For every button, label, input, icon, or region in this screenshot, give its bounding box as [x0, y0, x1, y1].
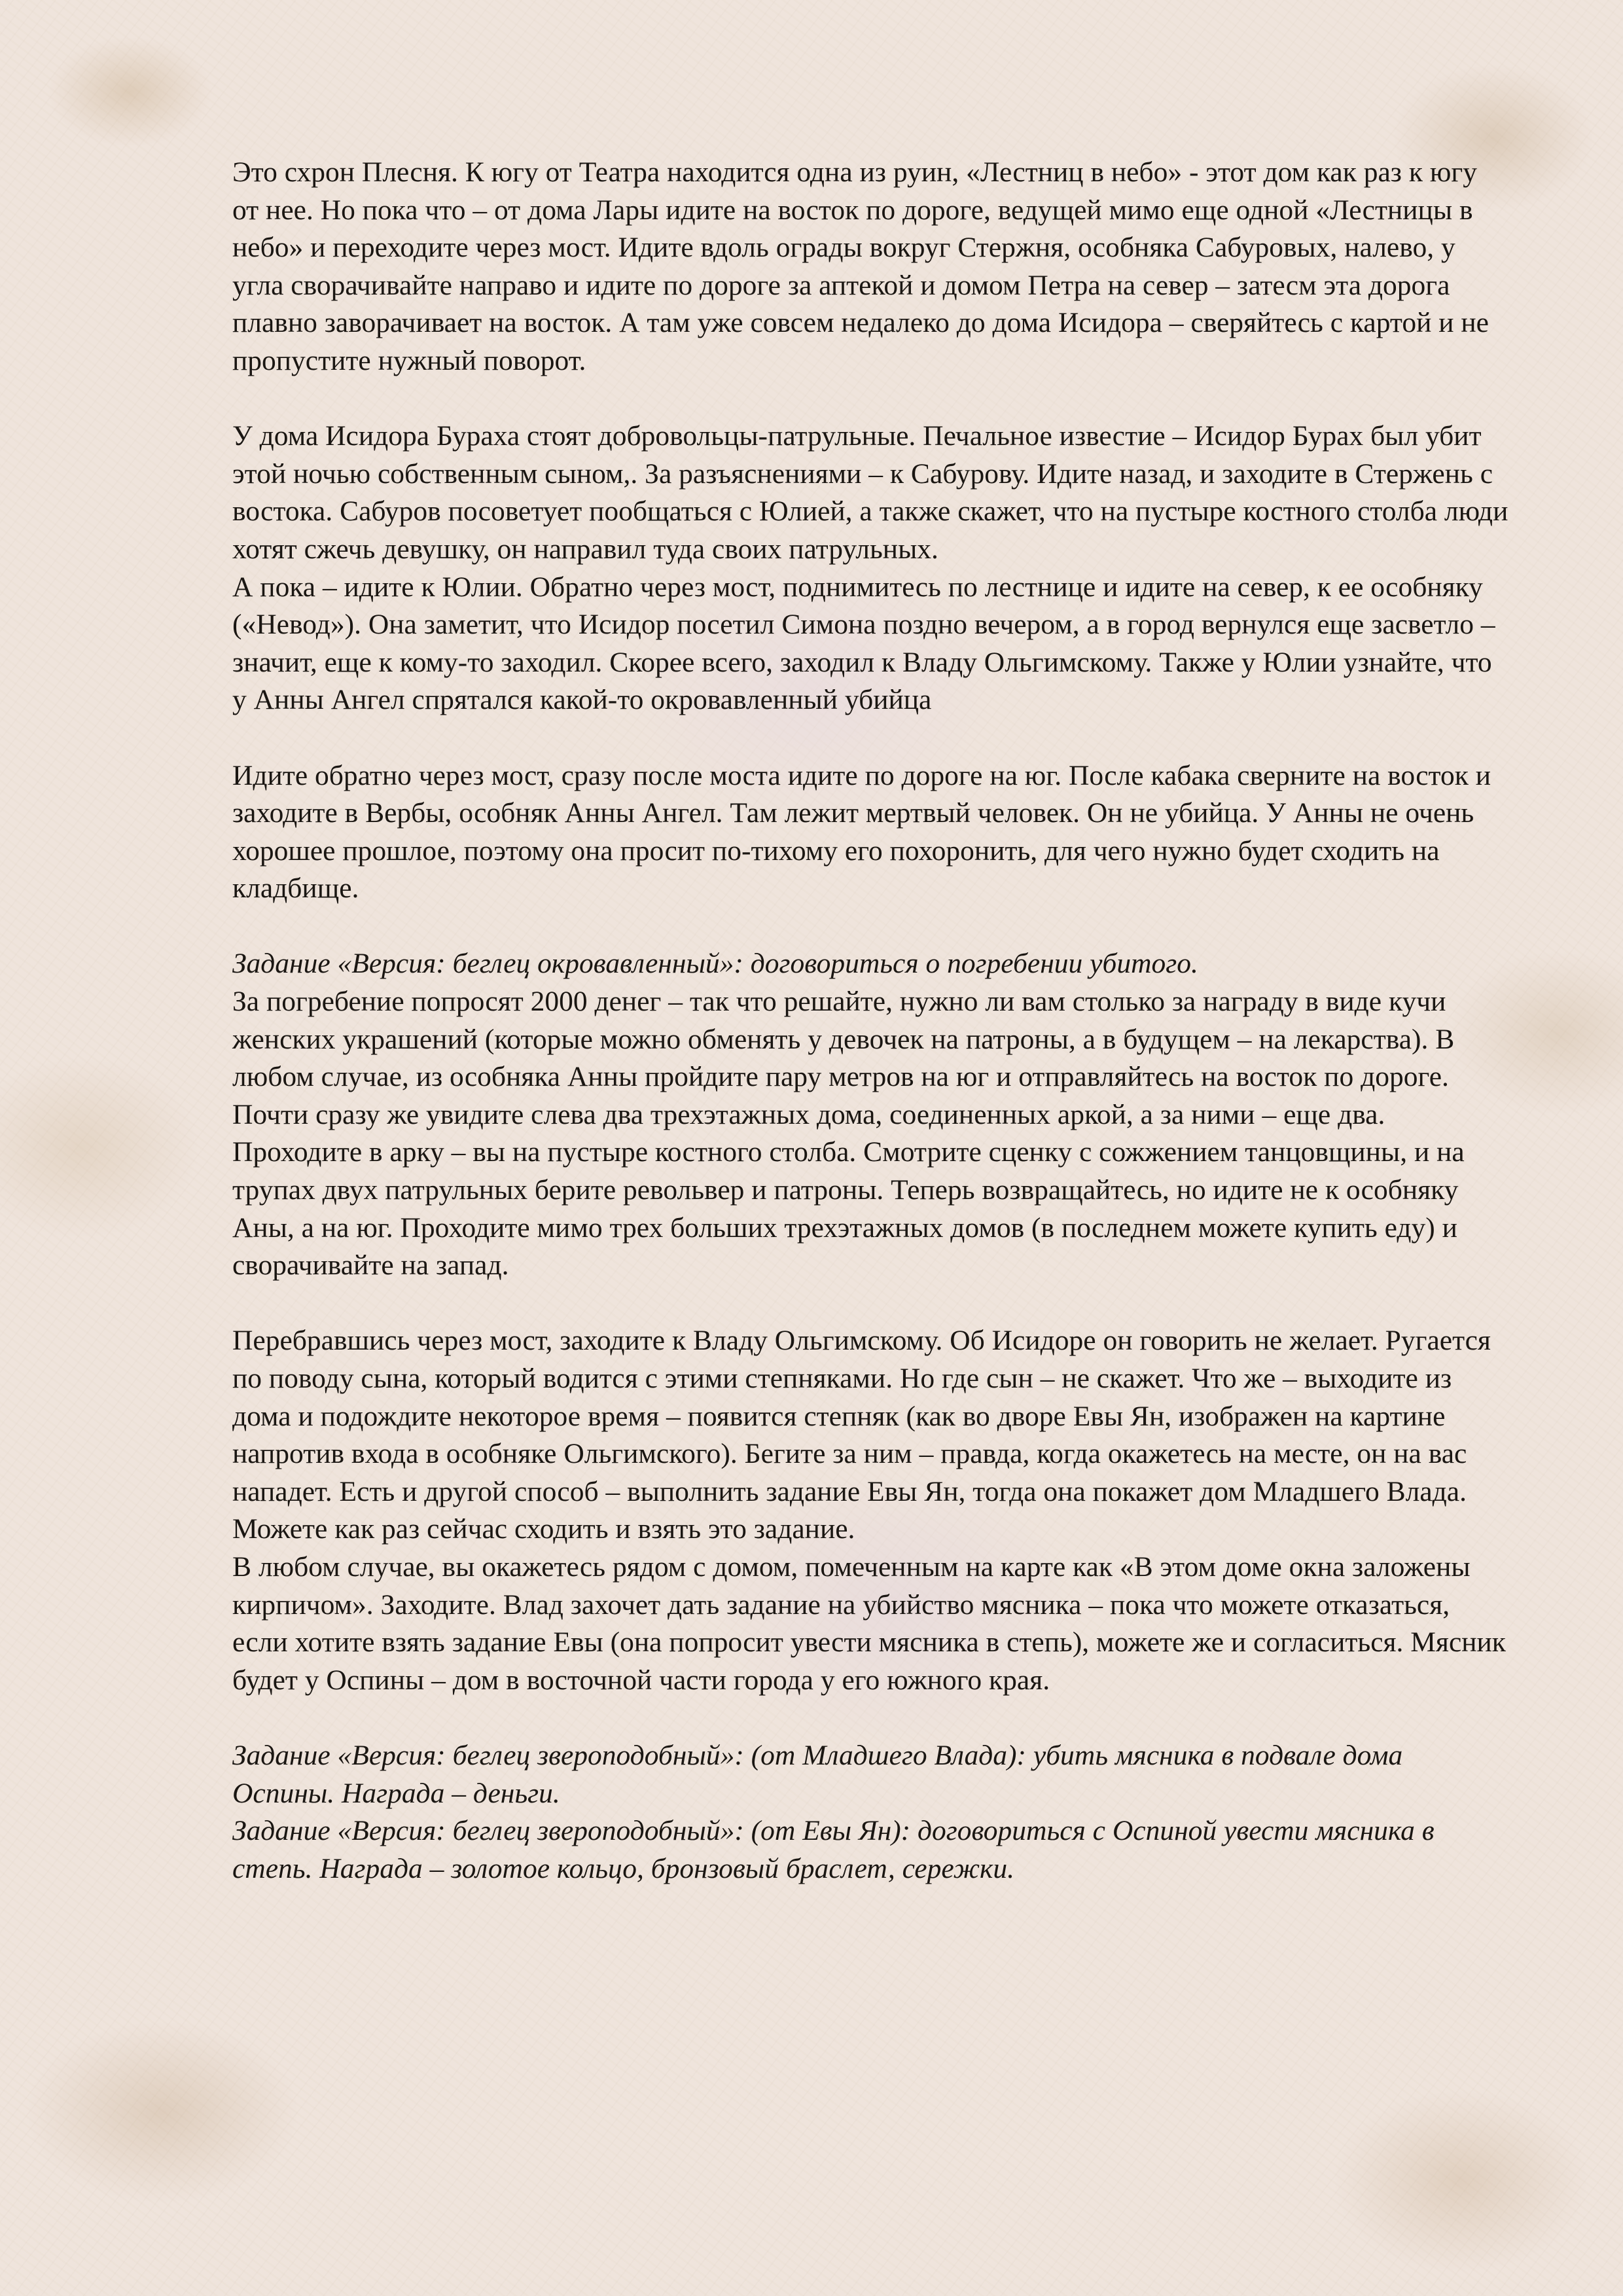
paragraph-route-to-isidor: Это схрон Плесня. К югу от Театра находится одна из руин, «Лестниц в небо» - этот дом как раз к югу от нее. Но пока что – от дома Лары идите на восток по дороге, ведущей мимо еще одной «Лестницы в небо» и переходите через мост. Идите вдоль ограды вокруг Стержня, особняка Сабуровых, налево, у угла сворачивайте направо и идите по дороге за аптекой и домом Петра на север – затесм эта дорога плавно заворачивает на восток. А там уже совсем недалеко до дома Исидора – сверяйтесь с картой и не пропустите нужный поворот.	[232, 156, 1489, 376]
quest-bloody-fugitive: Задание «Версия: беглец окровавленный»: договориться о погребении убитого.	[232, 948, 1198, 980]
paragraph-spacer	[232, 1285, 1508, 1323]
paragraph-vlad-olgimsky: Перебравшись через мост, заходите к Владу Ольгимскому. Об Исидоре он говорить не желает. Ругается по поводу сына, который водится с этими степняками. Но где сын – не скажет. Что же – выходите из дома и подождите некоторое время – появится степняк (как во дворе Евы Ян, изображен на картине напротив входа в особняке Ольгимского). Бегите за ним – правда, когда окажетесь на месте, он на вас нападет. Есть и другой способ – выполнить задание Евы Ян, тогда она покажет дом Младшего Влада. Можете как раз сейчас сходить и взять это задание.	[232, 1325, 1491, 1545]
document-body	[232, 154, 1508, 1888]
paragraph-spacer	[232, 908, 1508, 946]
paragraph-isidor-house: У дома Исидора Бураха стоят добровольцы-патрульные. Печальное известие – Исидор Бурах был убит этой ночью собственным сыном,. За разъяснениями – к Сабурову. Идите назад, и заходите в Стержень с востока. Сабуров посоветует пообщаться с Юлией, а также скажет, что на пустыре костного столба люди хотят сжечь девушку, он направил туда своих патрульных.	[232, 420, 1508, 565]
quest-beastlike-fugitive-vlad: Задание «Версия: беглец звероподобный»: (от Младшего Влада): убить мясника в подвале дома Оспины. Награда – деньги.	[232, 1739, 1403, 1809]
paragraph-yulia: А пока – идите к Юлии. Обратно через мост, поднимитесь по лестнице и идите на север, к ее особняку («Невод»). Она заметит, что Исидор посетил Симона поздно вечером, а в город вернулся еще засветло – значит, еще к кому-то заходил. Скорее всего, заходил к Владу Ольгимскому. Также у Юлии узнайте, что у Анны Ангел спрятался какой-то окровавленный убийца	[232, 571, 1495, 716]
paragraph-burial: За погребение попросят 2000 денег – так что решайте, нужно ли вам столько за награду в виде кучи женских украшений (которые можно обменять у девочек на патроны, а в будущем – на лекарства). В любом случае, из особняка Анны пройдите пару метров на юг и отправляйтесь на восток по дороге. Почти сразу же увидите слева два трехэтажных дома, соединенных аркой, а за ними – еще два. Проходите в арку – вы на пустыре костного столба. Смотрите сценку с сожжением танцовщины, и на трупах двух патрульных берите револьвер и патроны. Теперь возвращайтесь, но идите не к особняку Аны, а на юг. Проходите мимо трех больших трехэтажных домов (в последнем можете купить еду) и сворачивайте на запад.	[232, 986, 1465, 1282]
paragraph-spacer	[232, 1699, 1508, 1737]
paragraph-spacer	[232, 719, 1508, 757]
paragraph-bricked-house: В любом случае, вы окажетесь рядом с домом, помеченным на карте как «В этом доме окна заложены кирпичом». Заходите. Влад захочет дать задание на убийство мясника – пока что можете отказаться, если хотите взять задание Евы (она попросит увести мясника в степь), можете же и согласиться. Мясник будет у Оспины – дом в восточной части города у его южного края.	[232, 1551, 1506, 1696]
paragraph-spacer	[232, 380, 1508, 418]
paragraph-anna-angel: Идите обратно через мост, сразу после моста идите по дороге на юг. После кабака сверните на восток и заходите в Вербы, особняк Анны Ангел. Там лежит мертвый человек. Он не убийца. У Анны не очень хорошее прошлое, поэтому она просит по-тихому его похоронить, для чего нужно будет сходить на кладбище.	[232, 759, 1491, 905]
quest-beastlike-fugitive-eva: Задание «Версия: беглец звероподобный»: (от Евы Ян): договориться с Оспиной увести мясника в степь. Награда – золотое кольцо, бронзовый браслет, сережки.	[232, 1815, 1435, 1884]
